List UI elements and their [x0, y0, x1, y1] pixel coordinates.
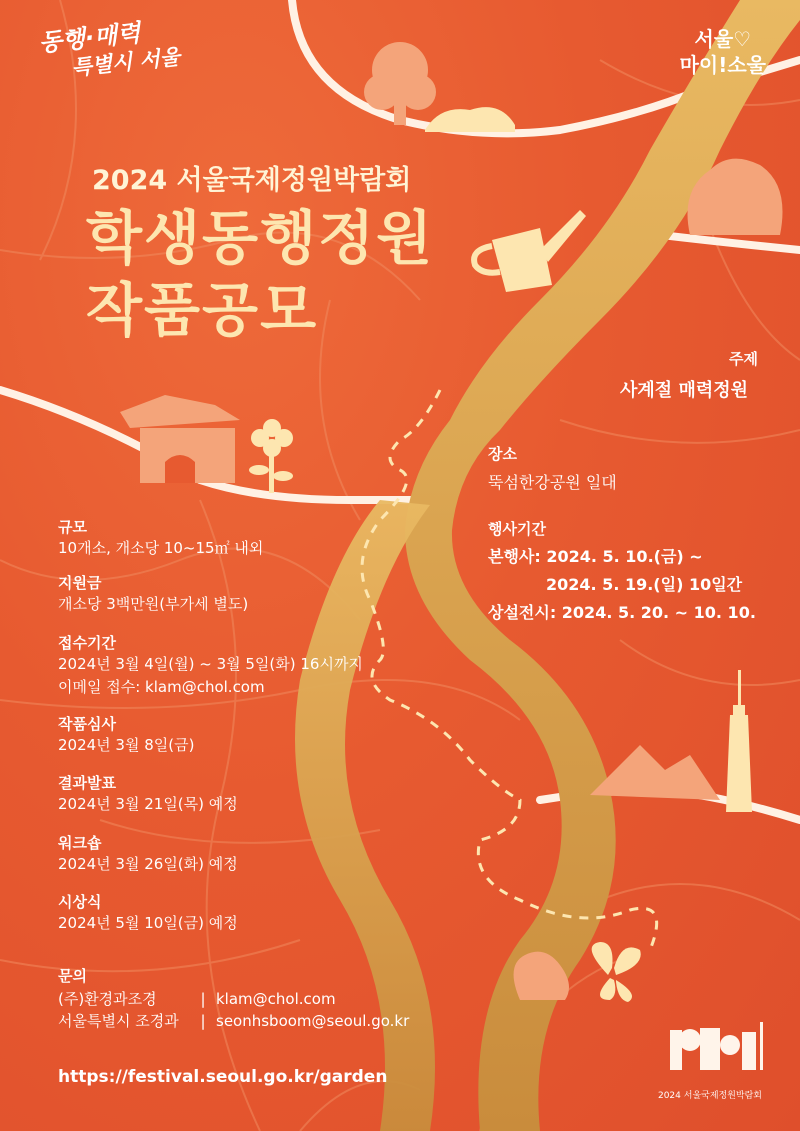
event-subtitle: 2024 서울국제정원박람회 — [92, 165, 412, 196]
website-link[interactable]: https://festival.seoul.go.kr/garden — [58, 1067, 388, 1087]
grant-label: 지원금 — [58, 574, 102, 592]
review-label: 작품심사 — [58, 715, 116, 733]
fortress-gate-icon — [120, 395, 240, 483]
contact-label: 문의 — [58, 967, 87, 985]
workshop-label: 워크숍 — [58, 834, 102, 852]
submission-value: 2024년 3월 4일(월) ~ 3월 5일(화) 16시까지 — [58, 655, 363, 673]
contact-org: 서울특별시 조경과 — [58, 1012, 179, 1030]
ceremony-value: 2024년 5월 10일(금) 예정 — [58, 914, 238, 932]
garden-logo-icon — [670, 1022, 763, 1070]
contact-row — [58, 988, 336, 1009]
page-title — [86, 202, 434, 346]
flower-icon — [249, 419, 293, 493]
venue-value: 뚝섬한강공원 일대 — [488, 473, 617, 492]
seoul-my-soul-logo — [680, 26, 766, 78]
event-main-line2: 2024. 5. 19.(일) 10일간 — [546, 575, 743, 594]
event-permanent: 상설전시: 2024. 5. 20. ~ 10. 10. — [488, 603, 756, 622]
ceremony-label: 시상식 — [58, 893, 102, 911]
contact-email[interactable]: seonhsboom@seoul.go.kr — [216, 1012, 410, 1030]
hedge-icon — [425, 107, 515, 132]
mountain-icon — [590, 745, 720, 800]
butterfly-icon — [592, 942, 641, 1002]
results-value: 2024년 3월 21일(목) 예정 — [58, 795, 238, 813]
river-branch — [295, 500, 435, 1131]
title-line1: 학생동행정원 — [86, 204, 435, 272]
title-line2: 작품공모 — [86, 276, 319, 344]
seoul-my-soul-line2: 마이!소울 — [679, 53, 766, 77]
footer-logo-text: 2024 서울국제정원박람회 — [657, 1091, 762, 1101]
scale-value: 10개소, 개소당 10~15㎡ 내외 — [58, 539, 264, 557]
seoul-my-soul-line1: 서울♡ — [694, 27, 752, 51]
theme-value: 사계절 매력정원 — [620, 380, 748, 401]
scale-label: 규모 — [58, 518, 87, 536]
results-label: 결과발표 — [58, 774, 116, 792]
slogan-line2: 특별시 서울 — [70, 44, 182, 80]
contact-org: (주)환경과조경 — [58, 990, 157, 1008]
submission-label: 접수기간 — [58, 634, 116, 652]
review-value: 2024년 3월 8일(금) — [58, 736, 195, 754]
contact-separator: | — [200, 990, 206, 1008]
event-main-line1: 본행사: 2024. 5. 10.(금) ~ — [488, 547, 703, 566]
contact-row — [58, 1010, 409, 1031]
submission-email: 이메일 접수: klam@chol.com — [58, 678, 265, 696]
venue-label: 장소 — [488, 445, 517, 463]
grant-value: 개소당 3백만원(부가세 별도) — [58, 595, 249, 613]
contact-email[interactable]: klam@chol.com — [216, 990, 336, 1008]
theme-label: 주제 — [729, 350, 758, 368]
event-period-label: 행사기간 — [488, 520, 546, 538]
contact-separator: | — [200, 1012, 206, 1030]
workshop-value: 2024년 3월 26일(화) 예정 — [58, 855, 238, 873]
slogan-line1: 동행·매력 — [37, 18, 142, 58]
namsan-tower-icon — [726, 670, 752, 812]
